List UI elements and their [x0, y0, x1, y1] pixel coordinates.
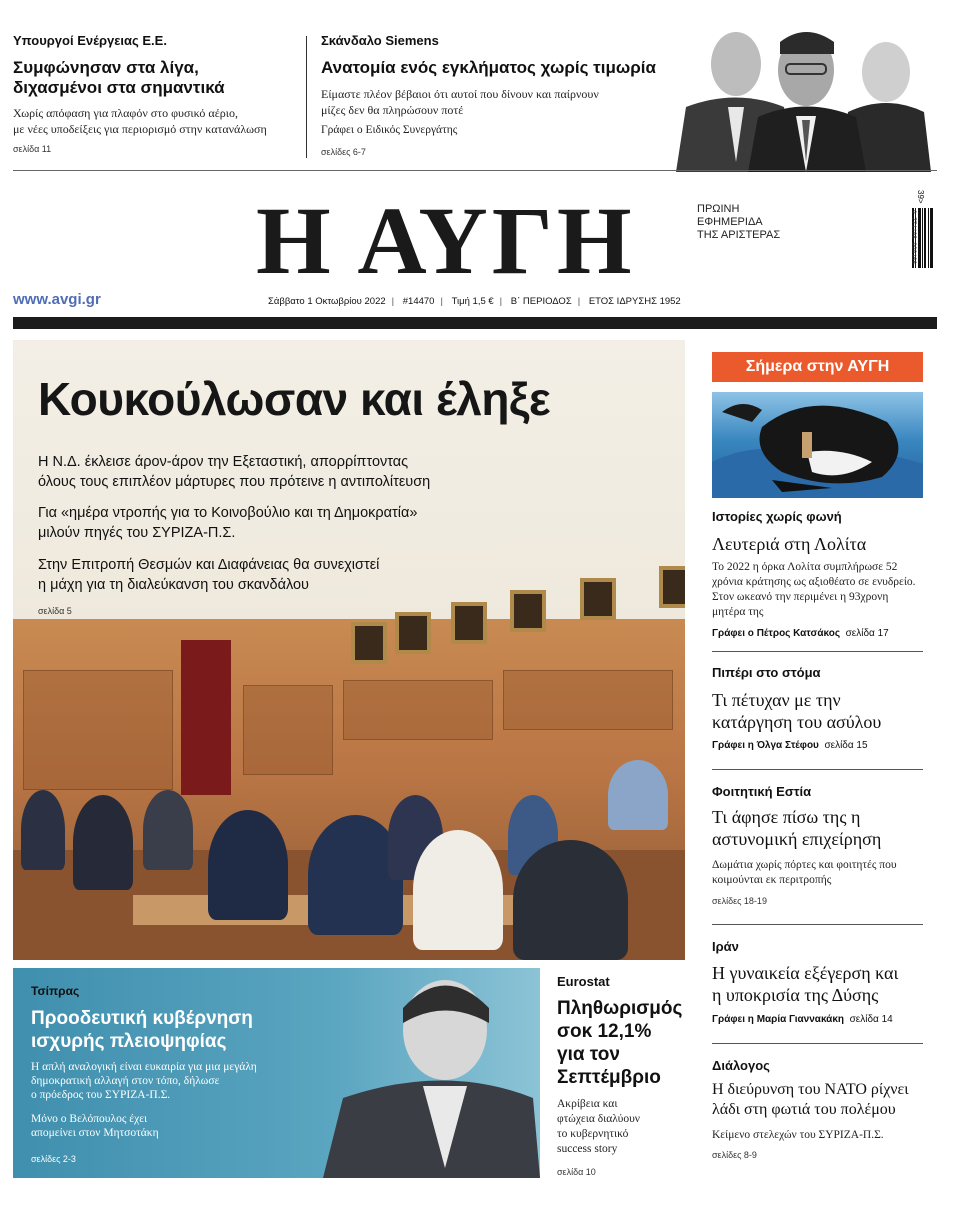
sidebar-item-headline: Τι άφησε πίσω της η αστυνομική επιχείρηση — [712, 807, 882, 849]
sidebar-divider — [712, 924, 923, 925]
tsipras-kicker: Τσίπρας — [31, 984, 80, 998]
sidebar-item-body: Κείμενο στελεχών του ΣΥΡΙΖΑ-Π.Σ. — [712, 1129, 884, 1141]
page-reference: σελίδες 8-9 — [712, 1150, 757, 1160]
sidebar-item-kicker: Διάλογος — [712, 1058, 770, 1073]
teaser-headline: Ανατομία ενός εγκλήματος χωρίς τιμωρία — [321, 58, 656, 77]
sidebar-banner: Σήμερα στην ΑΥΓΗ — [712, 352, 923, 382]
sidebar-item-headline: Η γυναικεία εξέγερση και η υποκρισία της Δύσης — [712, 963, 899, 1005]
sidebar-divider — [712, 1043, 923, 1044]
barcode — [910, 190, 934, 282]
main-deck-2: Για «ημέρα ντροπής για το Κοινοβούλιο και τη Δημοκρατία» μιλούν πηγές του ΣΥΡΙΖΑ-Π.Σ. — [38, 505, 418, 541]
issue-period: Β΄ ΠΕΡΙΟΔΟΣ — [510, 296, 572, 307]
teaser-body: Χωρίς απόφαση για πλαφόν στο φυσικό αέριο, με νέες υποδείξεις για περιορισμό στην κατανάλωση — [13, 106, 267, 136]
sidebar-item-kicker: Πιπέρι στο στόμα — [712, 665, 821, 680]
main-deck-1: Η Ν.Δ. έκλεισε άρον-άρον την Εξεταστική, απορρίπτοντας όλους τους επιπλέον μάρτυρες που πρότεινε η αντιπολίτευση — [38, 454, 431, 490]
sidebar-item-headline: Λευτεριά στη Λολίτα — [712, 534, 867, 554]
sidebar-item-kicker: Ιστορίες χωρίς φωνή — [712, 509, 842, 524]
masthead-title: Η ΑΥΓΗ — [256, 187, 636, 294]
sidebar-item-byline: Γράφει η Όλγα Στέφου σελίδα 15 — [712, 740, 868, 751]
sidebar-item-headline: Τι πέτυχαν με την κατάργηση του ασύλου — [712, 690, 882, 732]
page-reference: σελίδες 6-7 — [321, 147, 366, 157]
sidebar-item-kicker: Ιράν — [712, 939, 739, 954]
orca-photo — [712, 392, 923, 498]
tsipras-body-2: Μόνο ο Βελόπουλος έχει απομείνει στον Μητσοτάκη — [31, 1113, 159, 1139]
eurostat-body: Ακρίβεια και φτώχεια διαλύουν το κυβερνητικό success story — [557, 1098, 640, 1155]
eurostat-headline: Πληθωρισμός σοκ 12,1% για τον Σεπτέμβριο — [557, 998, 683, 1088]
eurostat-kicker: Eurostat — [557, 974, 610, 989]
sidebar-item-body: Δωμάτια χωρίς πόρτες και φοιτητές που κοιμούνται εκ περιτροπής — [712, 859, 897, 886]
tsipras-headline: Προοδευτική κυβέρνηση ισχυρής πλειοψηφίας — [31, 1008, 253, 1052]
barcode-top-label: 39> — [916, 190, 925, 204]
sidebar-divider — [712, 769, 923, 770]
sidebar-item-byline: Γράφει η Μαρία Γιαννακάκη σελίδα 14 — [712, 1014, 893, 1025]
tsipras-story[interactable] — [13, 968, 540, 1178]
website-link[interactable]: www.avgi.gr — [13, 291, 101, 308]
sidebar-item-kicker: Φοιτητική Εστία — [712, 784, 812, 799]
masthead-tagline: ΠΡΩΙΝΗ ΕΦΗΜΕΡΙΔΑ ΤΗΣ ΑΡΙΣΤΕΡΑΣ — [697, 203, 781, 241]
column-divider — [306, 36, 307, 158]
issue-number: #14470 — [402, 296, 435, 307]
tsipras-body: Η απλή αναλογική είναι ευκαιρία για μια μεγάλη δημοκρατική αλλαγή στον τόπο, δήλωσε ο πρόεδρος του ΣΥΡΙΖΑ-Π.Σ. — [31, 1061, 257, 1101]
teaser-kicker: Υπουργοί Ενέργειας Ε.Ε. — [13, 33, 167, 48]
issue-date: Σάββατο 1 Οκτωβρίου 2022 — [268, 296, 386, 307]
issue-founded: ΕΤΟΣ ΙΔΡΥΣΗΣ 1952 — [588, 296, 681, 307]
teaser-headline: Συμφώνησαν στα λίγα, διχασμένοι στα σημαντικά — [13, 58, 225, 97]
top-divider — [13, 170, 937, 171]
issue-info-bar: Σάββατο 1 Οκτωβρίου 2022 | #14470 | Τιμή 1,5 € | Β΄ ΠΕΡΙΟΔΟΣ | ΕΤΟΣ ΙΔΡΥΣΗΣ 1952 — [268, 296, 681, 307]
page-reference: σελίδα 11 — [13, 144, 52, 154]
page-reference: σελίδες 2-3 — [31, 1154, 76, 1164]
teaser-body: Είμαστε πλέον βέβαιοι ότι αυτοί που δίνουν και παίρνουν μίζες δεν θα πληρώσουν ποτέ — [321, 87, 599, 117]
teaser-kicker: Σκάνδαλο Siemens — [321, 33, 439, 48]
page-reference: σελίδα 10 — [557, 1167, 596, 1177]
top-photo-politicians — [676, 12, 931, 172]
main-deck-3: Στην Επιτροπή Θεσμών και Διαφάνειας θα συνεχιστεί η μάχη για τη διαλεύκανση του σκανδάλου — [38, 557, 380, 593]
main-headline[interactable]: Κουκούλωσαν και έληξε — [38, 373, 551, 425]
page-reference: σελίδες 18-19 — [712, 896, 767, 906]
masthead-bar — [13, 317, 937, 329]
teaser-byline: Γράφει ο Ειδικός Συνεργάτης — [321, 124, 458, 136]
sidebar-item-headline: Η διεύρυνση του ΝΑΤΟ ρίχνει λάδι στη φωτιά του πολέμου — [712, 1081, 909, 1118]
main-photo-committee-room — [13, 340, 685, 960]
sidebar-item-body: Το 2022 η όρκα Λολίτα συμπλήρωσε 52 χρόνια κράτησης ως αξιοθέατο σε ενυδρείο. Στον ωκεανό την περιμένει η 93χρονη μητέρα της — [712, 561, 916, 618]
sidebar-item-byline: Γράφει ο Πέτρος Κατσάκος σελίδα 17 — [712, 628, 889, 639]
issue-price: Τιμή 1,5 € — [451, 296, 494, 307]
page-reference: σελίδα 5 — [38, 606, 72, 616]
sidebar-divider — [712, 651, 923, 652]
barcode-number: 9 771108 990166 — [910, 210, 917, 265]
